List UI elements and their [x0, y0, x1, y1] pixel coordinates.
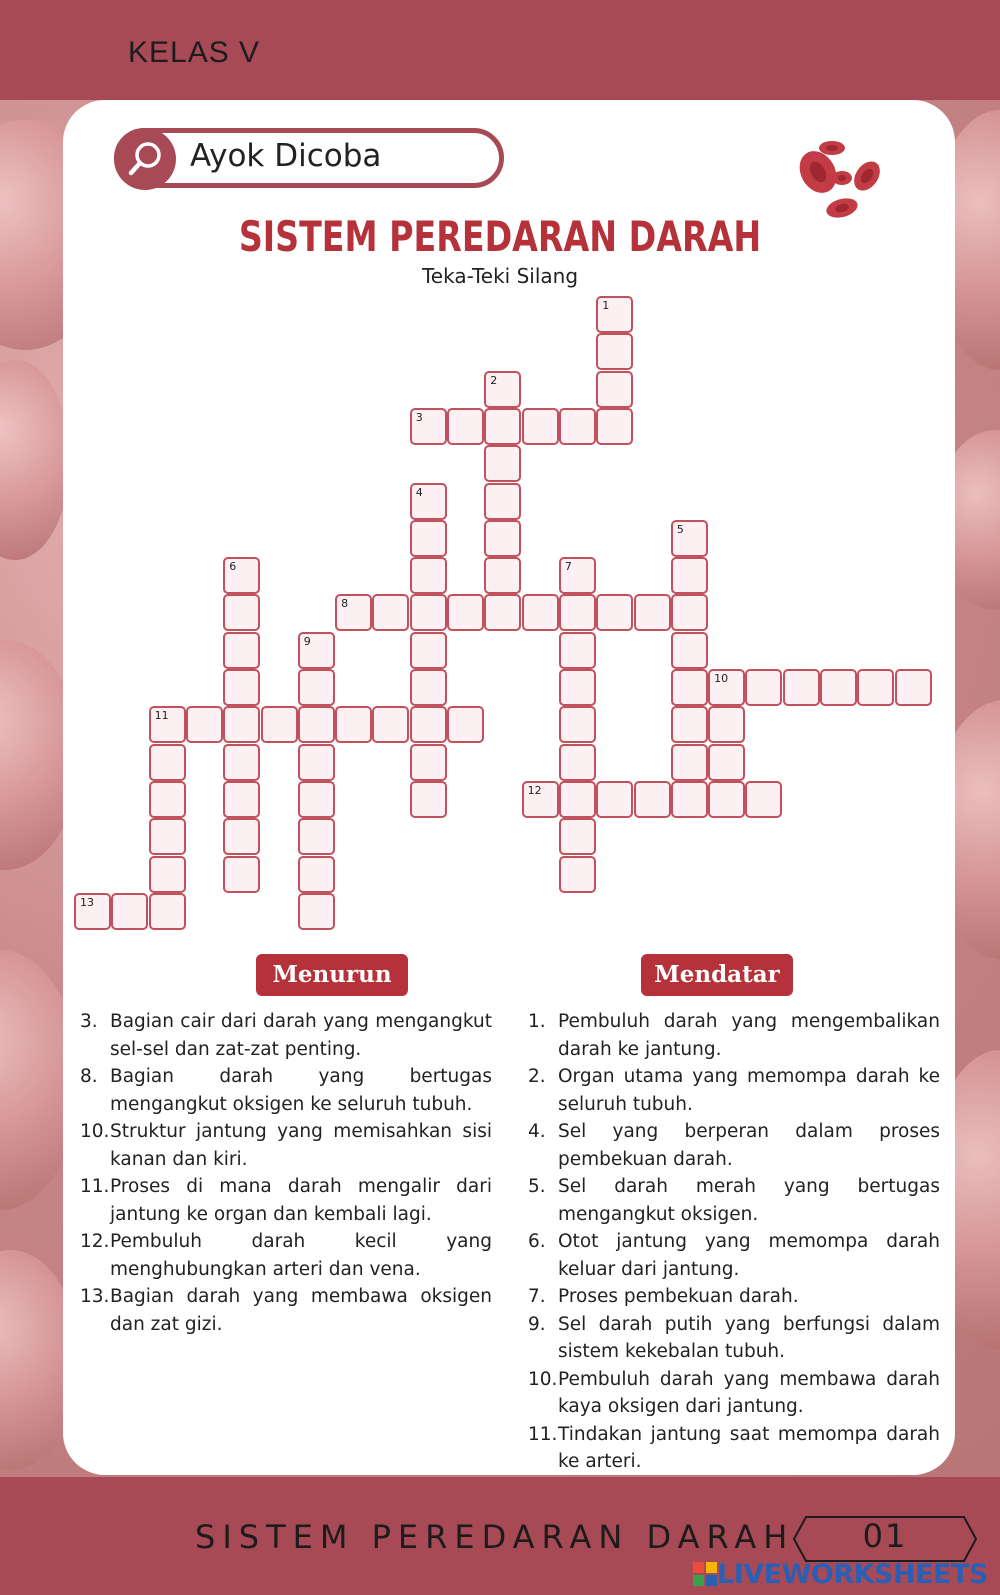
clue-item-text: Sel darah merah yang bertugas mengangkut oksigen. — [558, 1176, 940, 1225]
crossword-cell[interactable] — [149, 781, 186, 818]
clue-number: 2 — [490, 373, 498, 387]
clue-number: 4 — [415, 485, 423, 499]
clues-down-list — [80, 1008, 492, 1338]
clue-item-text: Proses di mana darah mengalir dari jantung ke organ dan kembali lagi. — [110, 1176, 492, 1225]
clue-item-text: Tindakan jantung saat memompa darah ke arteri. — [558, 1423, 940, 1472]
liveworksheets-icon — [693, 1562, 717, 1586]
crossword-cell[interactable] — [223, 744, 260, 781]
crossword-cell[interactable] — [671, 632, 708, 669]
clue-item-text: Bagian darah yang bertugas mengangkut oksigen ke seluruh tubuh. — [110, 1066, 492, 1115]
clue-item-number: 1. — [528, 1011, 546, 1032]
clue-item — [528, 1421, 940, 1476]
class-label: KELAS V — [128, 36, 261, 69]
crossword-cell[interactable] — [410, 408, 447, 445]
down-heading: Menurun — [256, 954, 408, 996]
crossword-cell[interactable] — [671, 744, 708, 781]
crossword-cell[interactable] — [634, 594, 671, 631]
crossword-cell[interactable] — [671, 557, 708, 594]
crossword-cell[interactable] — [596, 594, 633, 631]
clue-item-text: Pembuluh darah yang mengembalikan darah ke jantung. — [558, 1011, 940, 1060]
clue-item — [528, 1366, 940, 1421]
crossword-cell[interactable] — [223, 818, 260, 855]
clue-item-number: 7. — [528, 1286, 546, 1307]
clue-item-number: 2. — [528, 1066, 546, 1087]
crossword-cell[interactable] — [895, 669, 932, 706]
crossword-cell[interactable] — [745, 669, 782, 706]
clue-number: 3 — [415, 410, 423, 424]
crossword-cell[interactable] — [783, 669, 820, 706]
clue-item-number: 12. — [80, 1231, 110, 1252]
crossword-cell[interactable] — [634, 781, 671, 818]
crossword-cell[interactable] — [149, 744, 186, 781]
crossword-cell[interactable] — [596, 408, 633, 445]
activity-label: Ayok Dicoba — [190, 138, 382, 174]
crossword-cell[interactable] — [447, 706, 484, 743]
crossword-cell[interactable] — [410, 483, 447, 520]
crossword-cell[interactable] — [298, 856, 335, 893]
clue-item — [80, 1228, 492, 1283]
clue-item-number: 5. — [528, 1176, 546, 1197]
crossword-cell[interactable] — [596, 296, 633, 333]
crossword-cell[interactable] — [335, 594, 372, 631]
clue-item-number: 13. — [80, 1286, 110, 1307]
liveworksheets-text: LIVEWORKSHEETS — [717, 1558, 988, 1590]
crossword-cell[interactable] — [186, 706, 223, 743]
crossword-cell[interactable] — [149, 856, 186, 893]
crossword-cell[interactable] — [484, 445, 521, 482]
clue-item-text: Proses pembekuan darah. — [558, 1286, 799, 1307]
page-subtitle: Teka-Teki Silang — [421, 264, 579, 288]
crossword-cell[interactable] — [596, 371, 633, 408]
crossword-cell[interactable] — [410, 669, 447, 706]
crossword-cell[interactable] — [559, 744, 596, 781]
crossword-cell[interactable] — [559, 632, 596, 669]
crossword-cell[interactable] — [484, 408, 521, 445]
crossword-cell[interactable] — [223, 669, 260, 706]
clue-number: 13 — [80, 895, 94, 909]
clue-item — [80, 1173, 492, 1228]
crossword-cell[interactable] — [559, 818, 596, 855]
clue-item-text: Struktur jantung yang memisahkan sisi kanan dan kiri. — [110, 1121, 492, 1170]
crossword-cell[interactable] — [298, 893, 335, 930]
crossword-cell[interactable] — [372, 594, 409, 631]
clue-item — [528, 1311, 940, 1366]
crossword-cell[interactable] — [671, 520, 708, 557]
clue-item — [528, 1283, 940, 1311]
page-number: 01 — [862, 1517, 908, 1555]
clue-item-number: 8. — [80, 1066, 98, 1087]
crossword-cell[interactable] — [111, 893, 148, 930]
crossword-cell[interactable] — [708, 706, 745, 743]
crossword-cell[interactable] — [447, 594, 484, 631]
crossword-cell[interactable] — [149, 706, 186, 743]
clue-number: 12 — [527, 783, 542, 797]
crossword-cell[interactable] — [522, 781, 559, 818]
clue-item — [80, 1008, 492, 1063]
crossword-cell[interactable] — [671, 781, 708, 818]
clue-item — [528, 1173, 940, 1228]
clue-number: 5 — [676, 522, 684, 536]
crossword-cell[interactable] — [298, 706, 335, 743]
clue-item-number: 10. — [80, 1121, 110, 1142]
across-heading: Mendatar — [641, 954, 793, 996]
crossword-cell[interactable] — [559, 557, 596, 594]
page-title: SISTEM PEREDARAN DARAH — [238, 212, 762, 261]
search-icon — [114, 128, 176, 190]
crossword-cell[interactable] — [223, 706, 260, 743]
crossword-cell[interactable] — [410, 781, 447, 818]
clue-item-text: Pembuluh darah yang membawa darah kaya oksigen dari jantung. — [558, 1368, 940, 1417]
crossword-cell[interactable] — [298, 632, 335, 669]
crossword-cell[interactable] — [596, 333, 633, 370]
crossword-cell[interactable] — [372, 706, 409, 743]
crossword-cell[interactable] — [559, 706, 596, 743]
crossword-cell[interactable] — [298, 744, 335, 781]
crossword-cell[interactable] — [298, 781, 335, 818]
crossword-cell[interactable] — [484, 483, 521, 520]
crossword-cell[interactable] — [74, 893, 111, 930]
crossword-cell[interactable] — [484, 371, 521, 408]
crossword-cell[interactable] — [820, 669, 857, 706]
clue-item — [80, 1118, 492, 1173]
crossword-cell[interactable] — [149, 818, 186, 855]
clue-item — [528, 1063, 940, 1118]
clue-item-text: Bagian darah yang membawa oksigen dan zat gizi. — [110, 1286, 492, 1335]
clue-item-number: 11. — [528, 1423, 558, 1445]
crossword-cell[interactable] — [559, 669, 596, 706]
clue-item-number: 10. — [528, 1368, 558, 1390]
clue-number: 9 — [303, 634, 311, 648]
crossword-cell[interactable] — [261, 706, 298, 743]
crossword-cell[interactable] — [410, 706, 447, 743]
clue-item — [80, 1283, 492, 1338]
crossword-cell[interactable] — [484, 520, 521, 557]
crossword-cell[interactable] — [671, 594, 708, 631]
clue-item-number: 3. — [80, 1011, 98, 1032]
crossword-cell[interactable] — [223, 781, 260, 818]
crossword-cell[interactable] — [708, 744, 745, 781]
crossword-cell[interactable] — [671, 669, 708, 706]
crossword-cell[interactable] — [671, 706, 708, 743]
clue-item — [80, 1063, 492, 1118]
crossword-cell[interactable] — [149, 893, 186, 930]
crossword-cell[interactable] — [484, 594, 521, 631]
clue-number: 8 — [341, 597, 349, 611]
clue-item-number: 11. — [80, 1176, 110, 1197]
crossword-cell[interactable] — [223, 557, 260, 594]
clue-item-number: 9. — [528, 1313, 546, 1335]
clue-number: 7 — [564, 560, 572, 574]
crossword-cell[interactable] — [447, 408, 484, 445]
liveworksheets-logo — [693, 1558, 988, 1590]
crossword-cell[interactable] — [223, 856, 260, 893]
clue-number: 1 — [602, 299, 610, 312]
clue-item — [528, 1228, 940, 1283]
footer-title: SISTEM PEREDARAN DARAH — [195, 1518, 795, 1556]
crossword-cell[interactable] — [559, 594, 596, 631]
crossword-cell[interactable] — [223, 632, 260, 669]
clue-item — [528, 1118, 940, 1173]
crossword-cell[interactable] — [559, 781, 596, 818]
clue-item-text: Sel yang berperan dalam proses pembekuan darah. — [558, 1121, 940, 1170]
crossword-cell[interactable] — [335, 706, 372, 743]
crossword-cell[interactable] — [410, 557, 447, 594]
crossword-cell[interactable] — [559, 856, 596, 893]
crossword-cell[interactable] — [596, 781, 633, 818]
crossword-cell[interactable] — [522, 594, 559, 631]
crossword-cell[interactable] — [410, 744, 447, 781]
clue-item-text: Sel darah putih yang berfungsi dalam sistem kekebalan tubuh. — [558, 1313, 940, 1362]
crossword-cell[interactable] — [484, 557, 521, 594]
clue-item-text: Otot jantung yang memompa darah keluar dari jantung. — [558, 1231, 940, 1280]
crossword-cell[interactable] — [298, 669, 335, 706]
clue-item-number: 4. — [528, 1121, 546, 1142]
crossword-cell[interactable] — [298, 818, 335, 855]
crossword-cell[interactable] — [745, 781, 782, 818]
crossword-cell[interactable] — [559, 408, 596, 445]
crossword-cell[interactable] — [223, 594, 260, 631]
crossword-cell[interactable] — [857, 669, 894, 706]
crossword-cell[interactable] — [708, 781, 745, 818]
crossword-cell[interactable] — [410, 594, 447, 631]
clue-number: 11 — [154, 709, 169, 723]
clue-item-text: Pembuluh darah kecil yang menghubungkan arteri dan vena. — [110, 1231, 492, 1280]
clue-item — [528, 1008, 940, 1063]
clue-number: 10 — [714, 672, 729, 685]
clues-across-list — [528, 1008, 940, 1476]
crossword-cell[interactable] — [708, 669, 745, 706]
crossword-cell[interactable] — [410, 520, 447, 557]
crossword-cell[interactable] — [410, 632, 447, 669]
clue-item-text: Bagian cair dari darah yang mengangkut sel-sel dan zat-zat penting. — [110, 1011, 492, 1060]
clue-item-number: 6. — [528, 1231, 546, 1252]
clue-item-text: Organ utama yang memompa darah ke seluruh tubuh. — [558, 1066, 940, 1115]
clue-number: 6 — [229, 560, 237, 574]
crossword-cell[interactable] — [522, 408, 559, 445]
